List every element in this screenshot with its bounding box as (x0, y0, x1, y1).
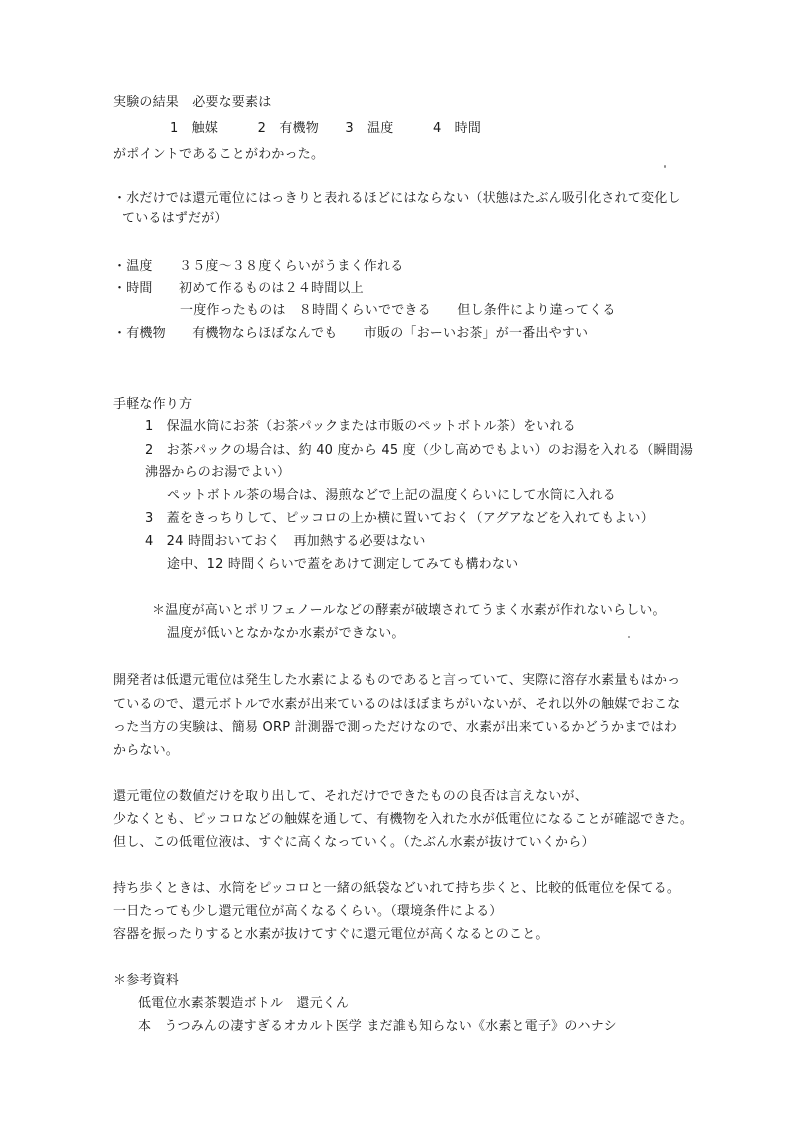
method-step-2-line2: 沸器からのお湯でよい） (145, 465, 291, 480)
note-water-line1: ・水だけでは還元電位にはっきりと表れるほどにはならない（状態はたぶん吸引化されて変化し (113, 191, 681, 206)
para3-line1: 持ち歩くときは、水筒をピッコロと一緒の紙袋などいれて持ち歩くと、比較的低電位を保てる。 (113, 881, 681, 896)
note-temperature: ・温度 ３５度～３８度くらいがうまく作れる (113, 259, 404, 274)
scan-speck (664, 165, 666, 168)
results-factors: 1 触媒 2 有機物 3 温度 4 時間 (170, 121, 482, 136)
para2-line1: 還元電位の数値だけを取り出して、それだけでできたものの良否は言えないが、 (113, 789, 588, 804)
note-organic: ・有機物 有機物ならほぼなんでも 市販の「おーいお茶」が一番出やすい (113, 326, 589, 341)
note-time-line1: ・時間 初めて作るものは２４時間以上 (113, 281, 364, 296)
method-step-3: 3 蓋をきっちりして、ピッコロの上か横に置いておく（アグアなどを入れてもよい） (145, 511, 654, 526)
para1-line4: からない。 (113, 743, 180, 758)
method-note-line2: 温度が低いとなかなか水素ができない。 (167, 626, 405, 641)
reference-item-2: 本 うつみんの凄すぎるオカルト医学 まだ誰も知らない《水素と電子》のハナシ (138, 1019, 617, 1034)
method-note-line1: ＊温度が高いとポリフェノールなどの酵素が破壊されてうまく水素が作れないらしい。 (152, 603, 666, 618)
note-water-line2: ているはずだが） (122, 211, 228, 226)
reference-item-1: 低電位水素茶製造ボトル 還元くん (138, 996, 350, 1011)
para1-line2: ているので、還元ボトルで水素が出来ているのはほぼまちがいないが、それ以外の触媒でおこな (113, 697, 681, 712)
method-step-4-line1: 4 24 時間おいておく 再加熱する必要はない (145, 534, 426, 549)
para2-line2: 少なくとも、ピッコロなどの触媒を通して、有機物を入れた水が低電位になることが確認できた。 (113, 812, 694, 827)
method-step-2-line3: ペットボトル茶の場合は、湯煎などで上記の温度くらいにして水筒に入れる (167, 488, 616, 503)
results-conclusion: がポイントであることがわかった。 (113, 147, 325, 162)
references-heading: ＊参考資料 (113, 973, 180, 988)
note-time-line2: 一度作ったものは ８時間くらいでできる 但し条件により違ってくる (180, 303, 616, 318)
para3-line3: 容器を振ったりすると水素が抜けてすぐに還元電位が高くなるとのこと。 (113, 927, 549, 942)
method-step-4-line2: 途中、12 時間くらいで蓋をあけて測定してみても構わない (167, 557, 519, 572)
results-heading: 実験の結果 必要な要素は (113, 95, 272, 110)
method-heading: 手軽な作り方 (113, 397, 193, 412)
para2-line3: 但し、この低電位液は、すぐに高くなっていく。（たぶん水素が抜けていくから） (113, 835, 595, 850)
para1-line3: った当方の実験は、簡易 ORP 計測器で測っただけなので、水素が出来ているかどうかまではわ (113, 720, 678, 735)
para3-line2: 一日たっても少し還元電位が高くなるくらい。（環境条件による） (113, 904, 503, 919)
method-step-2-line1: 2 お茶パックの場合は、約 40 度から 45 度（少し高めでもよい）のお湯を入れる（瞬間湯 (145, 443, 694, 458)
para1-line1: 開発者は低還元電位は発生した水素によるものであると言っていて、実際に溶存水素量もはかっ (113, 673, 681, 688)
method-step-1: 1 保温水筒にお茶（お茶パックまたは市販のペットボトル茶）をいれる (145, 419, 576, 434)
scan-speck (628, 636, 630, 638)
